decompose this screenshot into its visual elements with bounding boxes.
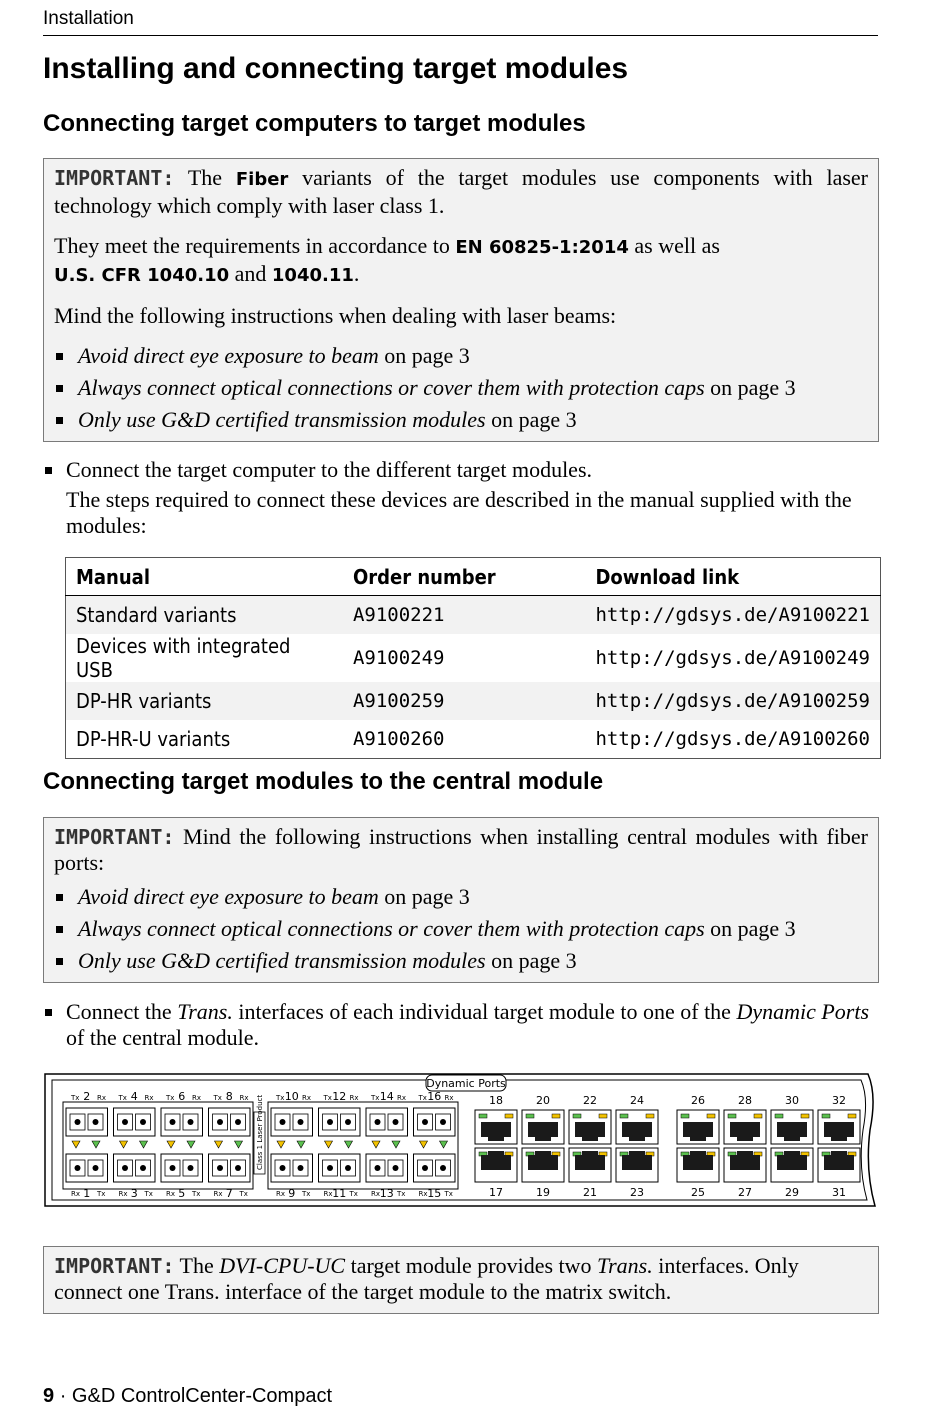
fiber-lens [235, 1119, 241, 1125]
link-led-green-icon [681, 1114, 689, 1118]
fiber-lens [140, 1119, 146, 1125]
note-paragraph: Mind the following instructions when dealing with laser beams: [54, 303, 617, 328]
page-reference: on page 3 [710, 375, 796, 400]
fiber-lens [188, 1165, 194, 1171]
note-list [54, 343, 868, 433]
port-tx-label: Tx [192, 1190, 201, 1198]
fiber-port-number-top: 16 [427, 1090, 442, 1103]
note-text: interfaces. Only connect one Trans. interface of the target module to the matrix switch. [54, 1253, 799, 1304]
port-rx-label: Rx [302, 1094, 312, 1102]
fiber-port-number-top: 12 [332, 1090, 347, 1103]
port-tx-label: Tx [418, 1094, 427, 1102]
fiber-lens [217, 1165, 223, 1171]
activity-led-yellow-icon [505, 1114, 513, 1118]
fiber-lens [75, 1119, 81, 1125]
note-list [54, 884, 868, 974]
fiber-lens [235, 1165, 241, 1171]
rj45-port-number-top: 22 [583, 1094, 597, 1107]
bullet-square [45, 467, 52, 474]
fiber-lens [93, 1165, 99, 1171]
fiber-lens [375, 1165, 381, 1171]
page-number: 9 [43, 1385, 55, 1407]
note-text: The [187, 165, 223, 190]
link-led-green-icon [620, 1114, 628, 1118]
fiber-port-number-top: 14 [379, 1090, 394, 1103]
port-rx-label: Rx [166, 1190, 176, 1198]
activity-led-yellow-icon [754, 1114, 762, 1118]
link-led-green-icon [526, 1114, 534, 1118]
table-row [66, 720, 881, 759]
cell-download-link[interactable]: http://gdsys.de/A9100249 [595, 647, 870, 669]
port-rx-label: Rx [323, 1190, 333, 1198]
fiber-port-number-bottom: 5 [178, 1187, 186, 1200]
running-header: Installation [43, 8, 134, 29]
rj45-port-number-bottom: 31 [832, 1186, 846, 1199]
fiber-lens [188, 1119, 194, 1125]
fiber-lens [393, 1119, 399, 1125]
fiber-lens [345, 1119, 351, 1125]
fiber-lens [298, 1119, 304, 1125]
step-term-dynamic-ports: Dynamic Ports [736, 999, 870, 1024]
cell-order-number: A9100221 [343, 596, 586, 635]
activity-led-yellow-icon [801, 1114, 809, 1118]
cell-order-number: A9100260 [352, 728, 445, 750]
rj45-port-number-bottom: 21 [583, 1186, 597, 1199]
fiber-lens [375, 1119, 381, 1125]
fiber-port-number-bottom: 15 [427, 1187, 442, 1200]
port-tx-label: Tx [97, 1190, 106, 1198]
instruction-step-connect-computer [43, 457, 873, 543]
port-rx-label: Rx [276, 1190, 286, 1198]
page-reference: on page 3 [491, 948, 577, 973]
fiber-lens [327, 1119, 333, 1125]
fiber-lens [122, 1165, 128, 1171]
link-led-green-icon [728, 1114, 736, 1118]
cell-manual: DP-HR-U variants [76, 727, 231, 751]
note-text: . [353, 261, 360, 286]
link-led-green-icon [775, 1114, 783, 1118]
step-text-part: interfaces of each individual target module to one of the [238, 999, 731, 1024]
important-note-dvi-cpu-uc [43, 1246, 879, 1314]
activity-led-yellow-icon [552, 1114, 560, 1118]
port-tx-label: Tx [213, 1094, 222, 1102]
port-rx-label: Rx [444, 1094, 454, 1102]
link-led-green-icon [479, 1114, 487, 1118]
activity-led-yellow-icon [848, 1114, 856, 1118]
fiber-lens [422, 1165, 428, 1171]
note-paragraph [54, 824, 868, 876]
table-row [66, 634, 881, 682]
rj45-port-number-top: 28 [738, 1094, 752, 1107]
rj45-port-number-top: 26 [691, 1094, 705, 1107]
port-tx-label: Tx [276, 1094, 285, 1102]
cell-download-link[interactable]: http://gdsys.de/A9100259 [585, 682, 880, 720]
note-text: variants of the target modules use components with laser technology which comply with laser class 1. [54, 165, 869, 218]
cell-manual: Devices with integrated USB [76, 634, 291, 682]
port-tx-label: Tx [302, 1190, 311, 1198]
port-rx-label: Rx [239, 1094, 249, 1102]
rj45-port-number-bottom: 19 [536, 1186, 550, 1199]
cell-download-link[interactable]: http://gdsys.de/A9100260 [595, 728, 870, 750]
port-rx-label: Rx [397, 1094, 407, 1102]
note-paragraph [54, 165, 868, 219]
rj45-port-number-bottom: 27 [738, 1186, 752, 1199]
important-note-fiber-ports [43, 817, 879, 983]
cross-reference-link[interactable]: Only use G&D certified transmission modules [78, 948, 486, 973]
step-text-part: of the central module. [66, 1025, 260, 1050]
page-reference: on page 3 [384, 343, 470, 368]
port-tx-label: Tx [349, 1190, 358, 1198]
note-text: target module provides two [350, 1253, 592, 1278]
fiber-lens [422, 1119, 428, 1125]
fiber-lens [280, 1165, 286, 1171]
important-label: IMPORTANT: [54, 166, 175, 190]
port-tx-label: Tx [118, 1094, 127, 1102]
rj45-port-number-top: 24 [630, 1094, 644, 1107]
cell-download-link[interactable]: http://gdsys.de/A9100221 [585, 596, 880, 635]
cell-order-number: A9100259 [343, 682, 586, 720]
fiber-lens [327, 1165, 333, 1171]
fiber-lens [217, 1119, 223, 1125]
central-module-panel-illustration [43, 1070, 879, 1210]
footer-product: G&D ControlCenter-Compact [71, 1385, 333, 1407]
page-footer [43, 1385, 332, 1408]
laser-label-text: Class 1 Laser Product [256, 1094, 264, 1170]
port-tx-label: Tx [166, 1094, 175, 1102]
activity-led-yellow-icon [646, 1114, 654, 1118]
fiber-lens [393, 1165, 399, 1171]
step-action: Connect the target computer to the different target modules. [66, 457, 593, 482]
cell-manual: Standard variants [66, 596, 343, 635]
note-bold-cfr2: 1040.11 [271, 265, 354, 286]
port-rx-label: Rx [349, 1094, 359, 1102]
important-note-laser [43, 158, 879, 442]
cell-order-number: A9100249 [352, 647, 445, 669]
rj45-port-number-top: 20 [536, 1094, 550, 1107]
fiber-port-number-top: 2 [83, 1090, 91, 1103]
fiber-lens [298, 1165, 304, 1171]
list-item [54, 916, 868, 942]
list-item [54, 343, 868, 369]
port-tx-label: Tx [239, 1190, 248, 1198]
list-item [54, 948, 868, 974]
table-row [66, 596, 881, 635]
rj45-port-number-top: 30 [785, 1094, 799, 1107]
step-text-part: Connect the [66, 999, 172, 1024]
fiber-port-number-bottom: 11 [332, 1187, 347, 1200]
rj45-port-number-bottom: 25 [691, 1186, 705, 1199]
fiber-port-number-bottom: 7 [225, 1187, 233, 1200]
note-text: The [179, 1253, 214, 1278]
fiber-lens [170, 1165, 176, 1171]
important-label: IMPORTANT: [54, 1254, 175, 1278]
note-text: Mind the following instructions when installing central modules with fiber ports: [54, 824, 868, 875]
cross-reference-link[interactable]: Only use G&D certified transmission modules [78, 407, 486, 432]
instruction-step-connect-trans [43, 999, 873, 1051]
fiber-port-number-top: 10 [284, 1090, 299, 1103]
fiber-lens [122, 1119, 128, 1125]
rj45-port-number-top: 18 [489, 1094, 503, 1107]
port-rx-label: Rx [118, 1190, 128, 1198]
port-rx-label: Rx [192, 1094, 202, 1102]
port-tx-label: Tx [323, 1094, 332, 1102]
note-paragraph [54, 1253, 868, 1305]
step-description: The steps required to connect these devices are described in the manual supplied with the modules: [66, 487, 852, 538]
footer-separator: · [59, 1385, 67, 1407]
page-reference: on page 3 [384, 884, 470, 909]
fiber-port-number-top: 4 [130, 1090, 138, 1103]
column-header-order-number: Order number [343, 558, 586, 596]
fiber-port-number-top: 6 [178, 1090, 186, 1103]
dynamic-ports-label: Dynamic Ports [426, 1077, 506, 1090]
column-header-download-link: Download link [585, 558, 880, 596]
fiber-lens [75, 1165, 81, 1171]
link-led-green-icon [822, 1114, 830, 1118]
note-term-trans: Trans. [597, 1253, 653, 1278]
note-bold-fiber: Fiber [235, 169, 289, 190]
note-paragraph [54, 233, 868, 289]
fiber-lens [93, 1119, 99, 1125]
step-text [66, 457, 873, 539]
link-led-green-icon [573, 1114, 581, 1118]
fiber-port-number-bottom: 3 [130, 1187, 138, 1200]
port-tx-label: Tx [144, 1190, 153, 1198]
step-term-trans: Trans. [177, 999, 233, 1024]
cell-manual: DP-HR variants [66, 682, 343, 720]
port-rx-label: Rx [213, 1190, 223, 1198]
fiber-lens [440, 1119, 446, 1125]
section-heading-target-computers: Connecting target computers to target modules [43, 110, 586, 137]
bullet-square [45, 1009, 52, 1016]
fiber-port-number-bottom: 13 [379, 1187, 394, 1200]
port-rx-label: Rx [418, 1190, 428, 1198]
fiber-port-number-bottom: 9 [288, 1187, 296, 1200]
fiber-port-number-bottom: 1 [83, 1187, 91, 1200]
manual-table [65, 557, 881, 759]
cross-reference-link[interactable]: Avoid direct eye exposure to beam [78, 884, 379, 909]
fiber-lens [140, 1165, 146, 1171]
cross-reference-link[interactable]: Avoid direct eye exposure to beam [78, 343, 379, 368]
note-bold-standard: EN 60825-1:2014 [455, 237, 629, 258]
note-text: and [234, 261, 267, 286]
fiber-lens [280, 1119, 286, 1125]
port-tx-label: Tx [371, 1094, 380, 1102]
port-rx-label: Rx [71, 1190, 81, 1198]
important-label: IMPORTANT: [54, 825, 175, 849]
rj45-port-number-bottom: 29 [785, 1186, 799, 1199]
note-term-module: DVI-CPU-UC [219, 1253, 346, 1278]
fiber-lens [170, 1119, 176, 1125]
table-header-row [66, 558, 881, 596]
list-item [54, 884, 868, 910]
section-heading-central-module: Connecting target modules to the central module [43, 768, 604, 795]
list-item [54, 407, 868, 433]
fiber-lens [440, 1165, 446, 1171]
port-rx-label: Rx [97, 1094, 107, 1102]
note-text: as well as [634, 233, 720, 258]
rj45-port-number-top: 32 [832, 1094, 846, 1107]
rj45-port-number-bottom: 23 [630, 1186, 644, 1199]
activity-led-yellow-icon [599, 1114, 607, 1118]
list-item [54, 375, 868, 401]
port-tx-label: Tx [397, 1190, 406, 1198]
rj45-port-number-bottom: 17 [489, 1186, 503, 1199]
cross-reference-link[interactable]: Always connect optical connections or cover them with protection caps [78, 916, 705, 941]
activity-led-yellow-icon [707, 1114, 715, 1118]
page-reference: on page 3 [491, 407, 577, 432]
port-rx-label: Rx [371, 1190, 381, 1198]
step-text [66, 999, 873, 1051]
cross-reference-link[interactable]: Always connect optical connections or cover them with protection caps [78, 375, 705, 400]
port-rx-label: Rx [144, 1094, 154, 1102]
fiber-lens [345, 1165, 351, 1171]
fiber-port-number-top: 8 [225, 1090, 233, 1103]
note-bold-cfr: U.S. CFR 1040.10 [54, 265, 230, 286]
header-rule [43, 35, 878, 36]
table-row [66, 682, 881, 720]
page-title: Installing and connecting target modules [43, 52, 629, 85]
port-tx-label: Tx [444, 1190, 453, 1198]
port-tx-label: Tx [71, 1094, 80, 1102]
page-reference: on page 3 [710, 916, 796, 941]
column-header-manual: Manual [66, 558, 343, 596]
note-text: They meet the requirements in accordance to [54, 233, 450, 258]
